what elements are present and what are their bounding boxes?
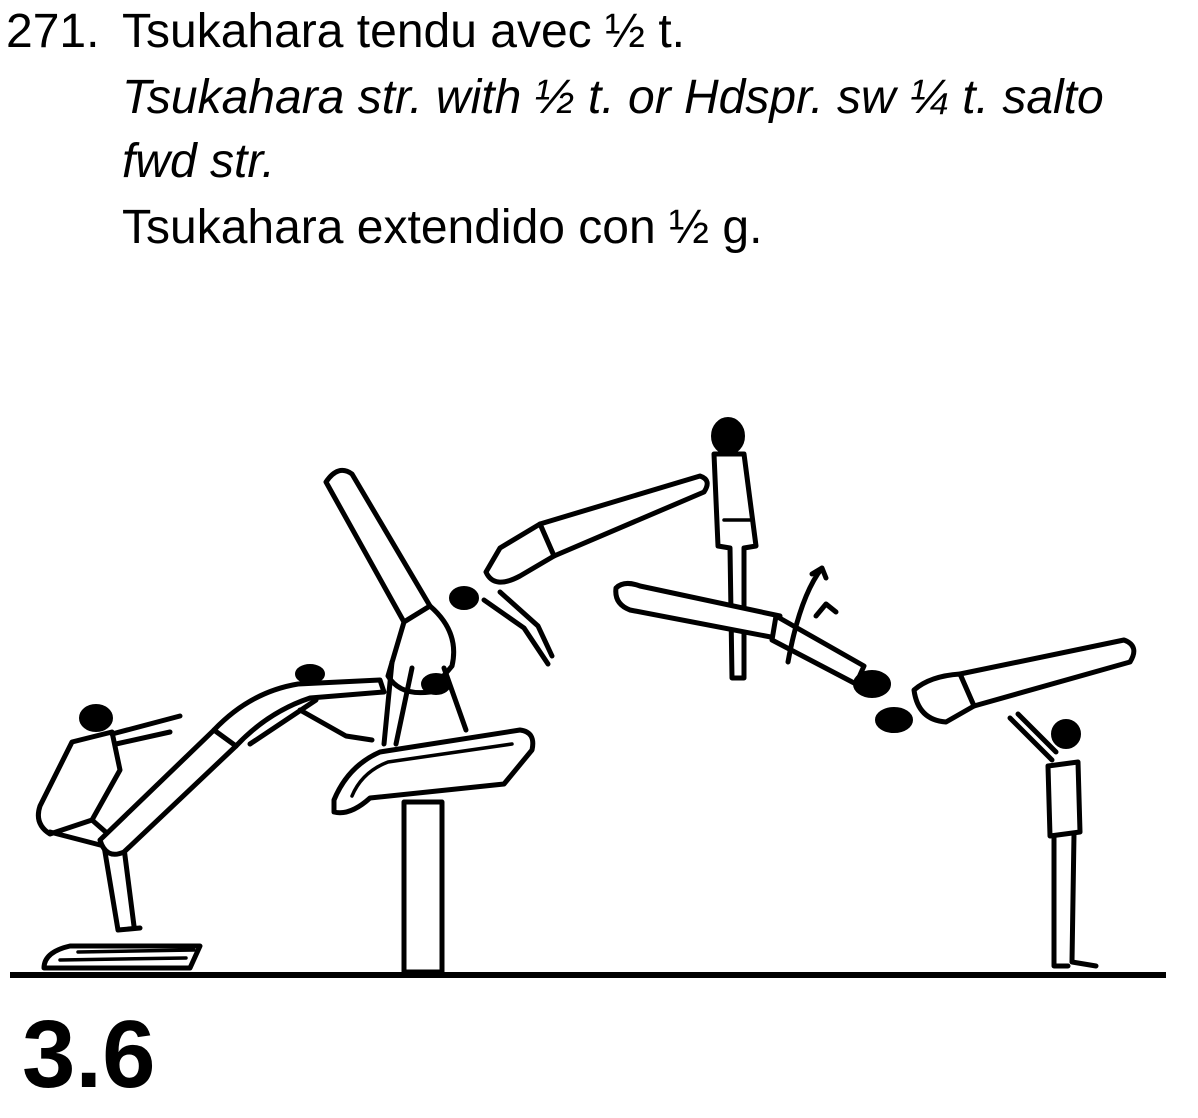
element-name-french: Tsukahara tendu avec ½ t. (122, 5, 686, 58)
element-name-english-line2: fwd str. (122, 135, 275, 188)
gymnast-repulsion-icon (450, 476, 707, 664)
gymnast-landing-icon (1010, 714, 1096, 966)
gymnast-vertical-icon (712, 418, 756, 678)
element-name-spanish: Tsukahara extendido con ½ g. (122, 201, 763, 254)
vault-table-icon (334, 730, 533, 972)
element-name-english-line1: Tsukahara str. with ½ t. or Hdspr. sw ¼ t. salto (122, 71, 1104, 124)
gymnast-handstand-icon (326, 470, 466, 744)
vault-sequence-illustration (0, 400, 1198, 990)
element-number: 271. (6, 5, 100, 58)
springboard-icon (44, 946, 200, 968)
gymnast-preflight-icon (100, 665, 384, 854)
gymnast-salto-icon (616, 568, 890, 697)
gymnast-prelanding-icon (876, 640, 1134, 732)
difficulty-value: 3.6 (22, 1001, 156, 1108)
